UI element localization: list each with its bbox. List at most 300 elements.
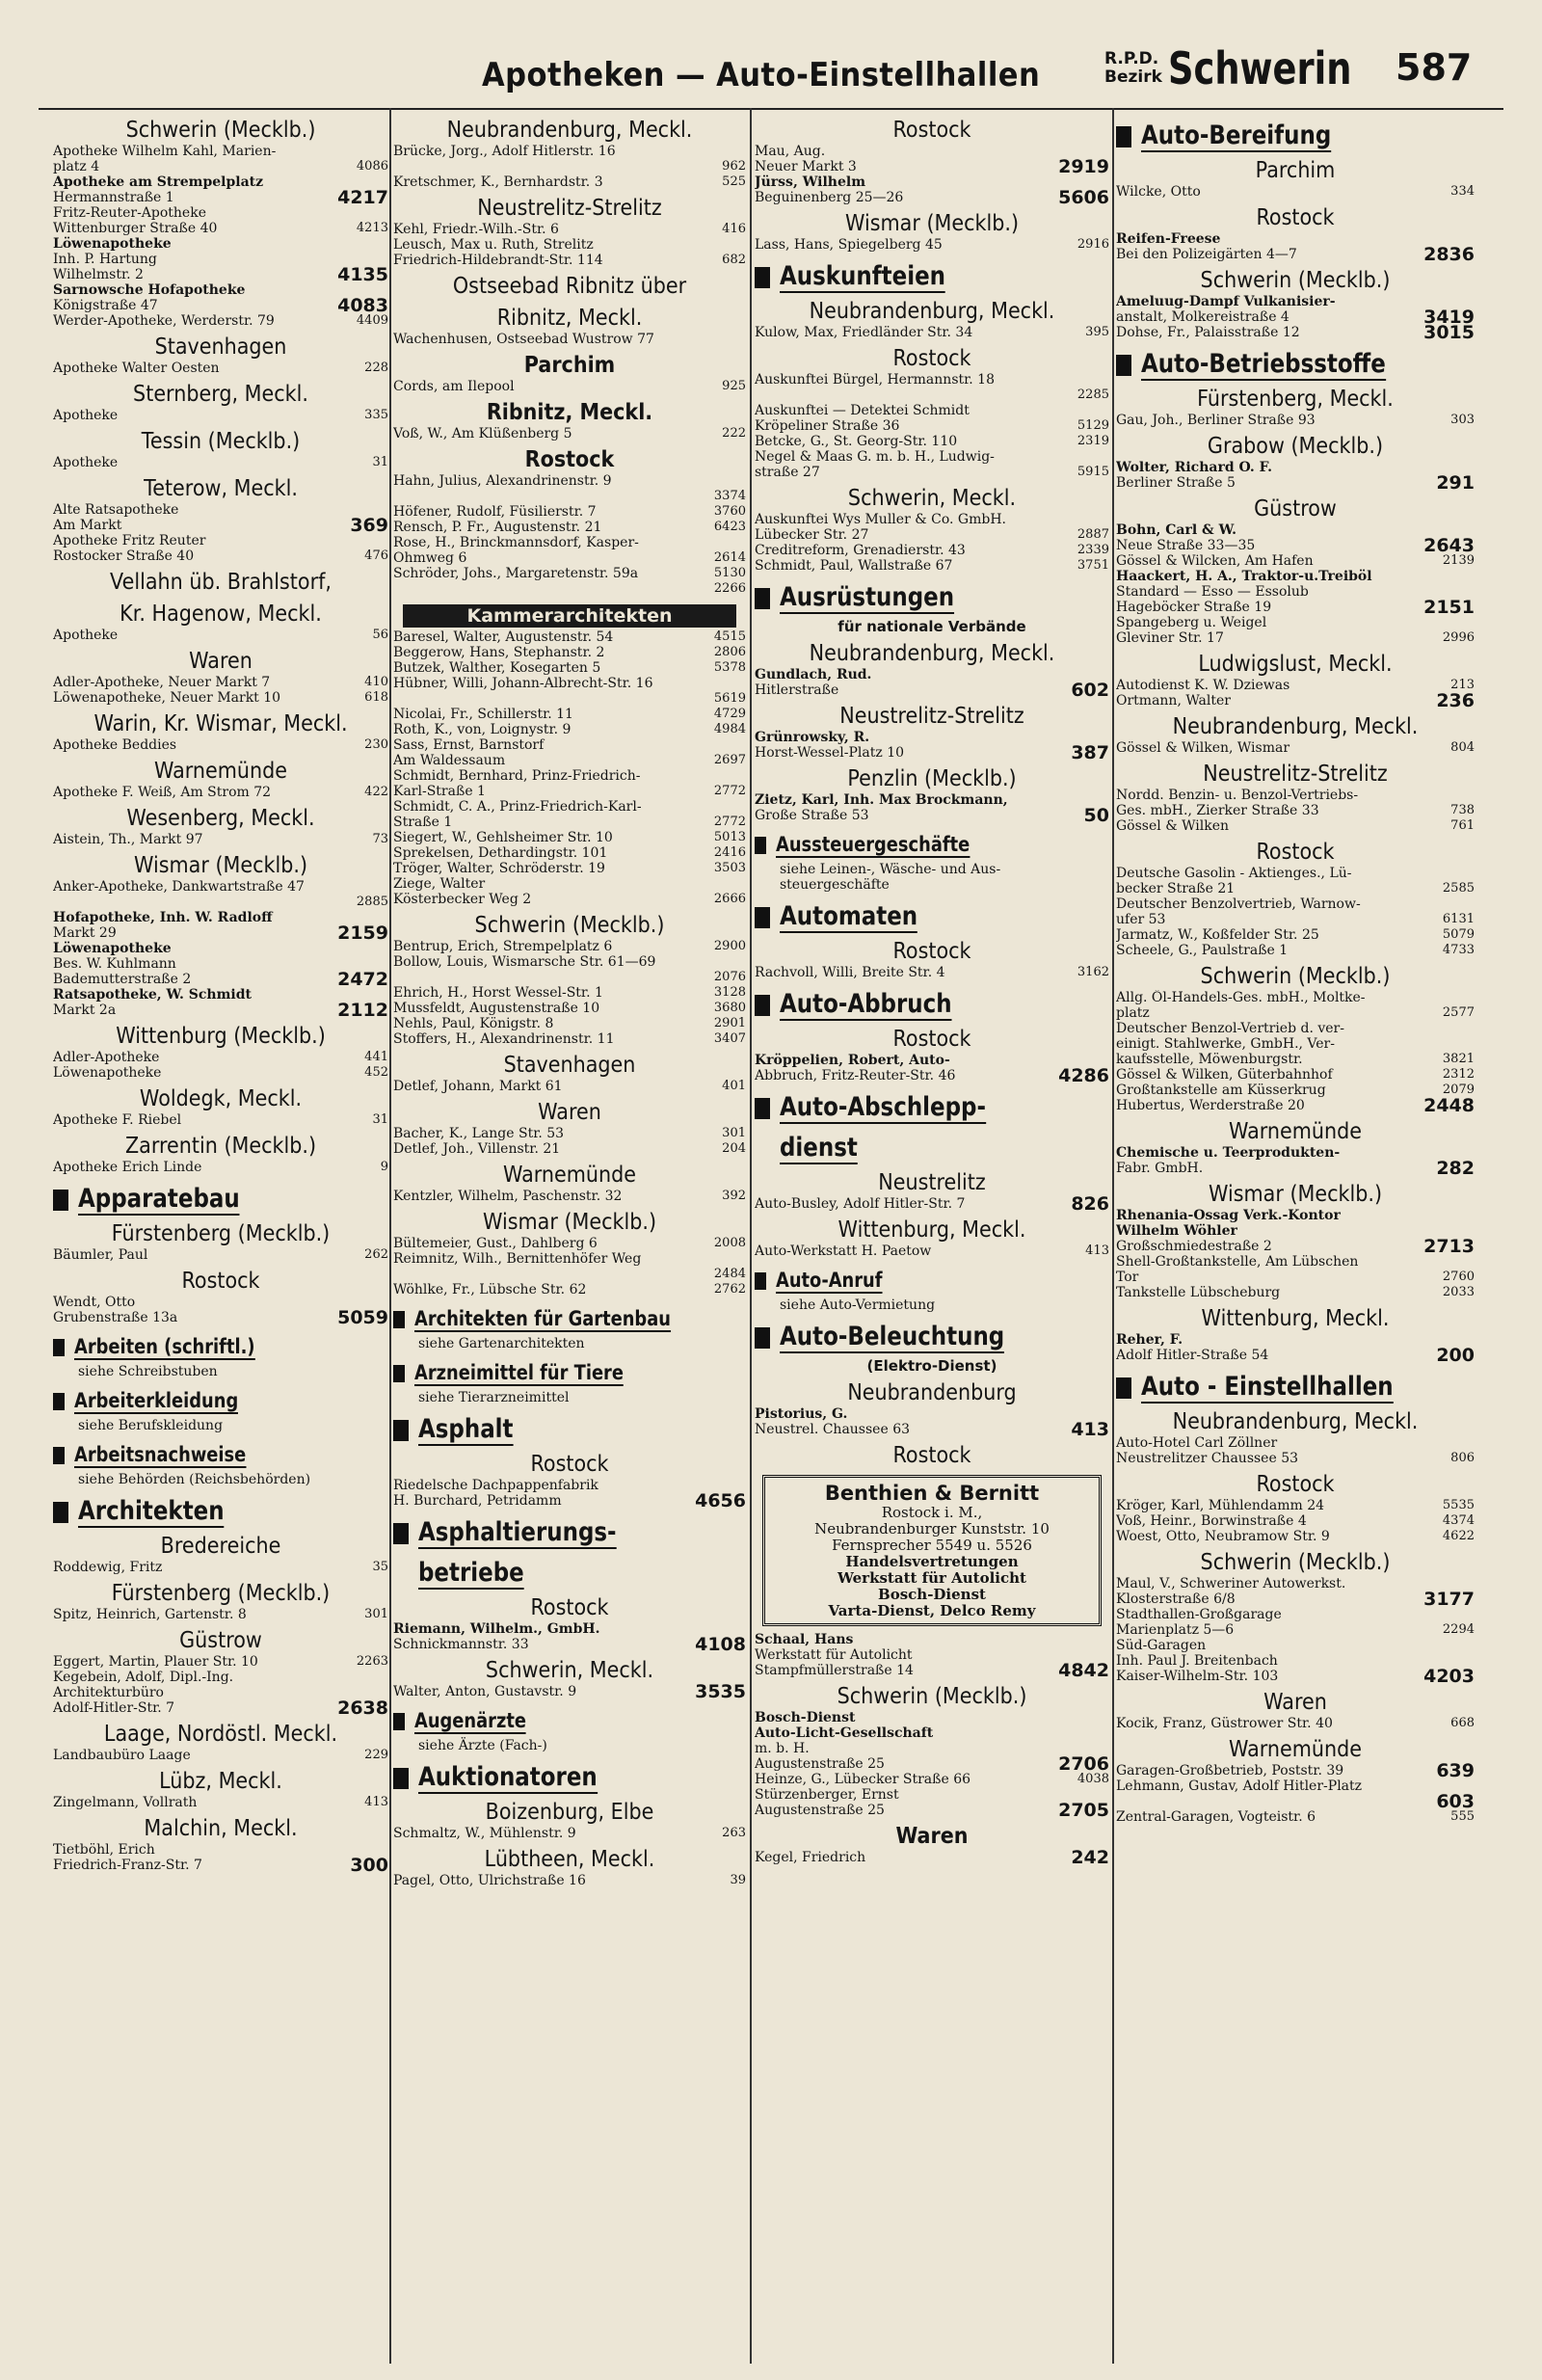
phone-number: 303 (1450, 413, 1475, 427)
city-heading: Tessin (Mecklb.) (141, 429, 301, 454)
ad-title: Benthien & Bernitt (824, 1482, 1040, 1505)
listing-text: Schmidt, Paul, Wallstraße 67 (755, 558, 953, 574)
phone-number: 222 (722, 426, 746, 441)
listing-text: Brücke, Jorg., Adolf Hitlerstr. 16 (393, 144, 616, 159)
listing-entry (1116, 1529, 1475, 1544)
listing-entry (53, 144, 388, 159)
ad-feature: Werkstatt für Autolicht (837, 1569, 1026, 1587)
listing-entry (1116, 690, 1475, 711)
section-heading (53, 1443, 388, 1468)
listing-entry (393, 645, 746, 660)
listing-text: Apotheke (53, 455, 119, 470)
listing-text: Stampfmüllerstraße 14 (755, 1663, 914, 1678)
listing-text: Detlef, Johann, Markt 61 (393, 1079, 563, 1094)
listing-entry (755, 1053, 1109, 1068)
city-heading: Stavenhagen (154, 334, 287, 360)
section-heading (755, 262, 1109, 293)
listing-text: Bentrup, Erich, Strempelplatz 6 (393, 939, 613, 954)
phone-number: 334 (1450, 184, 1475, 199)
header-bezirk-label: Bezirk (1104, 67, 1162, 87)
listing-text: Sprekelsen, Dethardingstr. 101 (393, 845, 608, 861)
listing-text: Nicolai, Fr., Schillerstr. 11 (393, 707, 573, 722)
phone-number: 2008 (713, 1236, 746, 1250)
listing-entry (1116, 1095, 1475, 1116)
city-heading: Güstrow (1254, 496, 1337, 521)
phone-number: 2416 (713, 845, 746, 860)
listing-text: Friedrich-Hildebrandt-Str. 114 (393, 253, 603, 268)
city-heading: Wismar (Mecklb.) (844, 211, 1020, 236)
phone-number: 5606 (1058, 187, 1109, 208)
listing-entry (53, 159, 388, 174)
listing-text: Am Waldessaum (393, 753, 506, 768)
listing-text: Autodienst K. W. Dziewas (1116, 678, 1290, 693)
listing-entry (53, 1855, 388, 1876)
section-title: betriebe (418, 1558, 524, 1588)
city-heading: Zarrentin (Mecklb.) (124, 1134, 317, 1159)
listing-text: Am Markt (53, 518, 122, 533)
listing-entry (755, 680, 1109, 701)
listing-text: Riedelsche Dachpappenfabrik (393, 1478, 598, 1493)
listing-entry (393, 1267, 746, 1282)
ad-feature: Bosch-Dienst (878, 1586, 986, 1603)
listing-entry (53, 236, 388, 252)
listing-text: Hageböcker Straße 19 (1116, 600, 1272, 615)
city-heading: Neubrandenburg (847, 1380, 1017, 1405)
phone-number: 5378 (713, 660, 746, 675)
phone-number: 4286 (1058, 1065, 1109, 1086)
city-heading: Vellahn üb. Brahlstorf, (110, 570, 332, 595)
cross-reference: siehe Ärzte (Fach-) (418, 1738, 547, 1753)
listing-text: Apotheke Erich Linde (53, 1160, 202, 1175)
listing-text: Auto-Busley, Adolf Hitler-Str. 7 (755, 1196, 966, 1212)
listing-entry (1116, 1576, 1475, 1591)
phone-number: 2697 (713, 753, 746, 767)
city-heading: Warnemünde (1228, 1737, 1363, 1762)
listing-text: Bosch-Dienst (755, 1710, 856, 1725)
phone-number: 416 (722, 222, 746, 236)
listing-text: Horst-Wessel-Platz 10 (755, 745, 905, 761)
listing-entry (53, 1247, 388, 1263)
city-heading: Schwerin (Mecklb.) (1200, 268, 1391, 293)
listing-entry (755, 1725, 1109, 1741)
phone-number: 602 (1071, 680, 1109, 701)
phone-number: 3535 (695, 1681, 746, 1702)
listing-entry (1116, 1653, 1475, 1669)
phone-number: 228 (364, 361, 388, 375)
listing-text: Negel & Maas G. m. b. H., Ludwig- (755, 449, 995, 465)
section-title: Architekten (78, 1496, 225, 1526)
city-heading: Kr. Hagenow, Meckl. (120, 602, 322, 627)
section-marker-icon (53, 1502, 68, 1523)
phone-number: 2263 (356, 1654, 388, 1669)
listing-text: Apotheke F. Weiß, Am Strom 72 (53, 785, 272, 800)
listing-text: Lübecker Str. 27 (755, 527, 869, 543)
section-heading (53, 1335, 388, 1360)
listing-text: platz (1116, 1005, 1150, 1021)
column-divider (389, 108, 391, 2364)
listing-entry (1116, 569, 1475, 584)
listing-text: Augustenstraße 25 (755, 1803, 885, 1818)
section-heading (53, 1185, 388, 1216)
listing-entry (393, 691, 746, 707)
listing-text: Maul, V., Schweriner Autowerkst. (1116, 1576, 1346, 1591)
listing-entry (53, 1112, 388, 1128)
listing-text: Gleviner Str. 17 (1116, 630, 1224, 646)
listing-entry (53, 1050, 388, 1065)
listing-entry (393, 1490, 746, 1511)
listing-entry (755, 174, 1109, 190)
phone-number: 962 (722, 159, 746, 174)
listing-text: Markt 29 (53, 925, 117, 941)
listing-text: Königstraße 47 (53, 298, 158, 313)
listing-entry (1116, 1158, 1475, 1179)
listing-text: Roth, K., von, Loignystr. 9 (393, 722, 572, 737)
phone-number: 31 (372, 1112, 388, 1127)
listing-text: Abbruch, Fritz-Reuter-Str. 46 (755, 1068, 956, 1083)
header-rpd (1104, 50, 1162, 87)
listing-text: Deutsche Gasolin - Aktienges., Lü- (1116, 866, 1352, 881)
listing-text: Hitlerstraße (755, 682, 839, 698)
listing-entry (1116, 803, 1475, 818)
phone-number: 5013 (713, 830, 746, 844)
listing-entry (53, 737, 388, 753)
listing-entry (755, 237, 1109, 253)
section-title: Auto - Einstellhallen (1141, 1372, 1394, 1402)
phone-number: 410 (364, 675, 388, 689)
city-heading: Ribnitz, Meckl. (496, 306, 643, 331)
listing-entry (755, 403, 1109, 418)
city-heading: Ribnitz, Meckl. (486, 400, 653, 425)
section-title: Augenärzte (414, 1709, 526, 1732)
city-heading: Warnemünde (1228, 1119, 1363, 1144)
city-heading: Rostock (1256, 205, 1335, 230)
city-heading: Neustrelitz-Strelitz (1203, 762, 1388, 787)
phone-number: 2266 (713, 581, 746, 596)
listing-entry (1116, 1513, 1475, 1529)
city-heading: Waren (895, 1824, 969, 1849)
section-marker-icon (393, 1420, 409, 1441)
section-marker-icon (1116, 126, 1131, 147)
listing-text: Neustrel. Chaussee 63 (755, 1422, 911, 1437)
listing-entry (755, 449, 1109, 465)
listing-text: Kröger, Karl, Mühlendamm 24 (1116, 1498, 1325, 1513)
listing-text: Baresel, Walter, Augustenstr. 54 (393, 629, 614, 645)
phone-number: 31 (372, 455, 388, 469)
listing-entry (1116, 522, 1475, 538)
phone-number: 5535 (1442, 1498, 1475, 1512)
listing-entry (53, 408, 388, 423)
listing-entry (755, 187, 1109, 208)
phone-number: 2484 (713, 1267, 746, 1281)
listing-entry (1116, 460, 1475, 475)
listing-text: Bei den Polizeigärten 4—7 (1116, 247, 1297, 262)
ad-feature: Varta-Dienst, Delco Remy (828, 1602, 1036, 1619)
listing-text: Gössel & Wilken, Wismar (1116, 740, 1290, 756)
phone-number: 804 (1450, 740, 1475, 755)
phone-number: 2772 (713, 815, 746, 829)
section-marker-icon (53, 1339, 65, 1356)
listing-entry (393, 753, 746, 768)
listing-text: Wilhelmstr. 2 (53, 267, 144, 282)
listing-text: Pistorius, G. (755, 1406, 848, 1422)
phone-number: 5079 (1442, 927, 1475, 942)
listing-text: Kehl, Friedr.-Wilh.-Str. 6 (393, 222, 559, 237)
phone-number: 3015 (1423, 322, 1475, 343)
city-heading: Rostock (892, 1443, 971, 1468)
listing-text: Wolter, Richard O. F. (1116, 460, 1273, 475)
listing-text: Rhenania-Ossag Verk.-Kontor (1116, 1208, 1341, 1223)
listing-entry (1116, 1589, 1475, 1610)
listing-entry (755, 558, 1109, 574)
phone-number: 2705 (1058, 1800, 1109, 1821)
phone-number: 618 (364, 690, 388, 705)
phone-number: 2643 (1423, 535, 1475, 556)
listing-entry (755, 792, 1109, 808)
listing-entry (393, 784, 746, 799)
city-heading: Waren (538, 1100, 601, 1125)
listing-entry (1116, 1236, 1475, 1257)
listing-text: Kösterbecker Weg 2 (393, 892, 532, 907)
listing-entry (53, 628, 388, 643)
listing-entry (1116, 630, 1475, 646)
section-marker-icon (393, 1365, 405, 1382)
listing-entry (393, 1001, 746, 1016)
listing-text: Apotheke (53, 628, 119, 643)
phone-number: 2760 (1442, 1270, 1475, 1284)
listing-text: Jürss, Wilhelm (755, 174, 866, 190)
section-marker-icon (755, 588, 770, 609)
city-heading: Neubrandenburg, Meckl. (1172, 714, 1419, 739)
listing-entry (1116, 1435, 1475, 1451)
section-heading (755, 1269, 1109, 1294)
phone-number: 3751 (1077, 558, 1109, 573)
column-divider (750, 108, 752, 2364)
listing-entry (755, 1406, 1109, 1422)
phone-number: 291 (1436, 472, 1475, 494)
phone-number: 2139 (1442, 553, 1475, 568)
listing-text: Chemische u. Teerprodukten- (1116, 1145, 1341, 1161)
phone-number: 2033 (1442, 1285, 1475, 1299)
phone-number: 761 (1450, 818, 1475, 833)
city-heading: Rostock (892, 939, 971, 964)
section-marker-icon (393, 1523, 409, 1544)
listing-text: Auto-Licht-Gesellschaft (755, 1725, 934, 1741)
listing-entry (393, 504, 746, 520)
phone-number: 2919 (1058, 156, 1109, 177)
listing-entry (1116, 1451, 1475, 1466)
phone-number: 200 (1436, 1345, 1475, 1366)
ad-line: Fernsprecher 5549 u. 5526 (832, 1537, 1032, 1554)
listing-entry (393, 237, 746, 253)
phone-number: 555 (1450, 1809, 1475, 1824)
listing-text: Ohmweg 6 (393, 550, 467, 566)
phone-number: 4135 (337, 264, 388, 285)
phone-number: 262 (364, 1247, 388, 1262)
city-heading: Waren (189, 649, 253, 674)
listing-entry (1116, 184, 1475, 200)
phone-number: 4213 (356, 221, 388, 235)
listing-text: Alte Ratsapotheke (53, 502, 179, 518)
city-heading: Fürstenberg, Meckl. (1197, 387, 1394, 412)
ad-line: Rostock i. M., (881, 1504, 983, 1521)
listing-entry (393, 174, 746, 190)
cross-reference: siehe Berufskleidung (78, 1418, 224, 1433)
phone-number: 2448 (1423, 1095, 1475, 1116)
listing-text: ufer 53 (1116, 912, 1166, 927)
listing-entry (53, 361, 388, 376)
listing-text: Creditreform, Grenadierstr. 43 (755, 543, 966, 558)
phone-number: 56 (372, 628, 388, 642)
section-title: Auto-Anruf (776, 1269, 883, 1292)
listing-text: Hahn, Julius, Alexandrinenstr. 9 (393, 473, 612, 489)
city-heading: Teterow, Meckl. (144, 476, 298, 501)
listing-entry (393, 379, 746, 394)
section-title: Ausrüstungen (780, 582, 955, 612)
listing-text: Schmidt, Bernhard, Prinz-Friedrich- (393, 768, 641, 784)
listing-entry (53, 1307, 388, 1328)
listing-entry (1116, 678, 1475, 693)
phone-number: 4374 (1442, 1513, 1475, 1528)
city-heading: Parchim (1255, 158, 1336, 183)
listing-text: Spangeberg u. Weigel (1116, 615, 1267, 630)
listing-text: Betcke, G., St. Georg-Str. 110 (755, 434, 958, 449)
city-heading: Penzlin (Mecklb.) (847, 766, 1017, 791)
phone-number: 2900 (713, 939, 746, 953)
phone-number: 2312 (1442, 1067, 1475, 1082)
phone-number: 35 (372, 1560, 388, 1574)
listing-text: Landbaubüro Laage (53, 1748, 191, 1763)
listing-text: Kegebein, Adolf, Dipl.-Ing. (53, 1670, 234, 1685)
listing-entry (53, 1842, 388, 1858)
listing-text: Deutscher Benzol-Vertrieb d. ver- (1116, 1021, 1344, 1036)
city-heading: Rostock (1256, 840, 1335, 865)
listing-entry (53, 455, 388, 470)
section-heading (755, 1323, 1109, 1353)
city-heading: Malchin, Meckl. (144, 1816, 298, 1841)
listing-entry (755, 388, 1109, 403)
listing-text: Allg. Öl-Handels-Ges. mbH., Moltke- (1116, 990, 1366, 1005)
phone-number: 2666 (713, 892, 746, 906)
listing-text: Kulow, Max, Friedländer Str. 34 (755, 325, 973, 340)
listing-entry (755, 805, 1109, 826)
listing-text: Klosterstraße 6/8 (1116, 1591, 1236, 1607)
advertisement-box (762, 1475, 1102, 1626)
listing-text: anstalt, Molkereistraße 4 (1116, 309, 1289, 325)
city-heading: Fürstenberg (Mecklb.) (111, 1221, 331, 1246)
listing-entry (393, 815, 746, 830)
section-marker-icon (53, 1447, 65, 1464)
listing-text: Walter, Anton, Gustavstr. 9 (393, 1684, 577, 1699)
listing-text: Auskunftei Bürgel, Hermannstr. 18 (755, 372, 995, 388)
listing-text: Rostocker Straße 40 (53, 548, 195, 564)
listing-text: Schaal, Hans (755, 1632, 854, 1647)
city-heading: Rostock (530, 1595, 609, 1620)
listing-entry (53, 1065, 388, 1081)
listing-entry (53, 879, 388, 895)
listing-entry (755, 1787, 1109, 1803)
section-marker-icon (53, 1393, 65, 1410)
cross-reference: siehe Behörden (Reichsbehörden) (78, 1472, 311, 1487)
section-title: Auto-Abbruch (780, 989, 952, 1019)
city-heading: Neustrelitz-Strelitz (839, 704, 1024, 729)
listing-text: Grünrowsky, R. (755, 730, 870, 745)
listing-entry (53, 533, 388, 548)
section-marker-icon (53, 1190, 68, 1211)
city-heading: Neustrelitz-Strelitz (477, 196, 662, 221)
phone-number: 3177 (1423, 1589, 1475, 1610)
phone-number: 525 (722, 174, 746, 189)
listing-entry (1116, 1223, 1475, 1239)
phone-number: 413 (1071, 1419, 1109, 1440)
phone-number: 2916 (1077, 237, 1109, 252)
section-marker-icon (755, 267, 770, 288)
listing-entry (1116, 1208, 1475, 1223)
listing-entry (1116, 1809, 1475, 1825)
listing-entry (393, 1681, 746, 1702)
listing-text: Löwenapotheke (53, 236, 172, 252)
listing-entry (1116, 1083, 1475, 1098)
listing-entry (53, 295, 388, 316)
listing-text: Aistein, Th., Markt 97 (53, 832, 203, 847)
listing-text: Kröppelien, Robert, Auto- (755, 1053, 950, 1068)
listing-text: Löwenapotheke (53, 1065, 162, 1081)
city-heading: Neubrandenburg, Meckl. (809, 641, 1055, 666)
listing-entry (755, 512, 1109, 527)
listing-entry (1116, 881, 1475, 896)
listing-entry (1116, 788, 1475, 803)
listing-entry (1116, 1345, 1475, 1366)
listing-entry (393, 1251, 746, 1267)
listing-entry (755, 1193, 1109, 1215)
phone-number: 2806 (713, 645, 746, 659)
listing-text: Großtankstelle am Küsserkrug (1116, 1083, 1326, 1098)
listing-text: Apotheke Beddies (53, 737, 177, 753)
listing-text: Apotheke am Strempelplatz (53, 174, 264, 190)
column-1 (53, 112, 388, 2363)
section-title: Aussteuergeschäfte (776, 833, 970, 856)
section-marker-icon (755, 995, 770, 1016)
section-heading (755, 1134, 1109, 1164)
listing-entry (393, 629, 746, 645)
phone-number: 4656 (695, 1490, 746, 1511)
ad-line: Neubrandenburger Kunststr. 10 (814, 1520, 1050, 1538)
listing-text: Marienplatz 5—6 (1116, 1622, 1235, 1638)
listing-text: Friedrich-Franz-Str. 7 (53, 1858, 202, 1873)
phone-number: 668 (1450, 1716, 1475, 1730)
listing-text: Wilhelm Wöhler (1116, 1223, 1237, 1239)
section-marker-icon (755, 907, 770, 928)
listing-entry (755, 1800, 1109, 1821)
listing-entry (755, 418, 1109, 434)
listing-entry (1116, 597, 1475, 618)
listing-text: Bollow, Louis, Wismarsche Str. 61—69 (393, 954, 656, 970)
phone-number: 4984 (713, 722, 746, 736)
listing-text: Kegel, Friedrich (755, 1850, 866, 1865)
listing-entry (393, 985, 746, 1001)
listing-text: Auskunftei — Detektei Schmidt (755, 403, 970, 418)
phone-number: 682 (722, 253, 746, 267)
phone-number: 392 (722, 1189, 746, 1203)
section-title: Automaten (780, 901, 918, 931)
listing-entry (393, 581, 746, 597)
listing-entry (1116, 1021, 1475, 1036)
phone-number: 639 (1436, 1760, 1475, 1781)
phone-number: 3503 (713, 861, 746, 875)
section-title: Arzneimittel für Tiere (414, 1361, 624, 1384)
phone-number: 9 (380, 1160, 388, 1174)
listing-entry (53, 187, 388, 208)
listing-entry (393, 939, 746, 954)
